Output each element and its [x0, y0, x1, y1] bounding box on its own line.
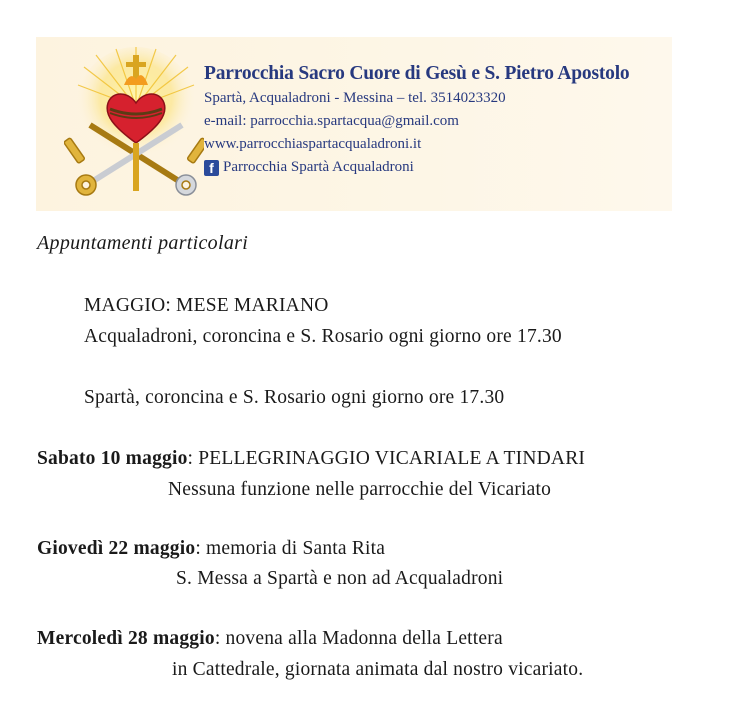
parish-facebook[interactable]	[204, 156, 664, 179]
event-date: Giovedì 22 maggio	[37, 538, 196, 559]
parish-contact-block	[204, 61, 664, 179]
section-title: Appuntamenti particolari	[37, 232, 249, 254]
may-line-acqualadroni: Acqualadroni, coroncina e S. Rosario ogni giorno ore 17.30	[84, 326, 562, 347]
event-date: Sabato 10 maggio	[37, 448, 188, 469]
event-text: : memoria di Santa Rita	[195, 538, 386, 559]
parish-email[interactable]: e-mail: parrocchia.spartacqua@gmail.com	[204, 113, 459, 129]
parish-website[interactable]: www.parrocchiaspartacqualadroni.it	[204, 136, 422, 152]
sacred-heart-keys-icon	[64, 45, 204, 205]
event-sabato-10	[37, 448, 585, 470]
event-detail: S. Messa a Spartà e non ad Acqualadroni	[176, 568, 504, 589]
may-heading: MAGGIO: MESE MARIANO	[84, 295, 329, 316]
event-date: Mercoledì 28 maggio	[37, 628, 215, 649]
facebook-icon: f	[204, 160, 219, 176]
event-detail: Nessuna funzione nelle parrocchie del Vicariato	[168, 479, 552, 500]
parish-name: Parrocchia Sacro Cuore di Gesù e S. Pietro Apostolo	[204, 63, 630, 84]
parish-address: Spartà, Acqualadroni - Messina – tel. 3514023320	[204, 90, 506, 106]
event-text: : novena alla Madonna della Lettera	[214, 628, 503, 649]
event-giovedi-22	[37, 538, 385, 560]
event-detail: in Cattedrale, giornata animata dal nostro vicariato.	[172, 659, 584, 680]
event-text: : PELLEGRINAGGIO VICARIALE A TINDARI	[187, 448, 586, 469]
may-line-sparta: Spartà, coroncina e S. Rosario ogni giorno ore 17.30	[84, 387, 505, 408]
parish-header	[36, 37, 672, 211]
facebook-page-name[interactable]: Parrocchia Spartà Acqualadroni	[223, 159, 414, 175]
event-mercoledi-28	[37, 628, 503, 650]
